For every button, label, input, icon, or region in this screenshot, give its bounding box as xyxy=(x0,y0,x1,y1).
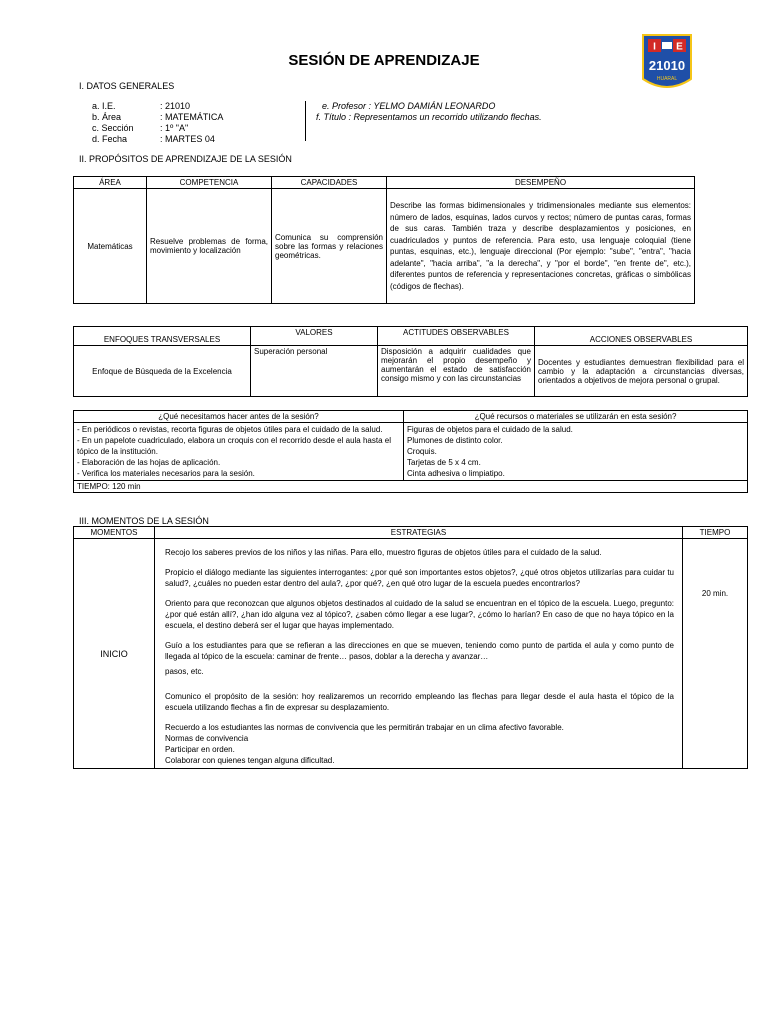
header-momentos: MOMENTOS xyxy=(74,527,155,539)
general-data-left xyxy=(92,101,290,145)
header-competencia: COMPETENCIA xyxy=(147,177,272,189)
strategy-paragraph: Colaborar con quienes tengan alguna dificultad. xyxy=(165,756,335,765)
list-item: Plumones de distinto color. xyxy=(407,436,503,445)
strategy-paragraph: pasos, etc. xyxy=(165,667,204,676)
general-data-right xyxy=(305,101,542,141)
strategy-paragraph: Oriento para que reconozcan que algunos objetos destinados al cuidado de la salud se encuentran en el tópico de la escuela. Luego, pregunto: ¿por qué están allí?, ¿han ido alguna vez al tópico?, ¿saben cómo llegar a ese lugar?, ¿cómo lo harían? En caso de que no haya tópico en la escuela, el destino deberá ser el lugar que hayas implementado. xyxy=(165,599,674,630)
strategy-paragraph: Comunico el propósito de la sesión: hoy realizaremos un recorrido empleando las flechas para llegar desde el aula hasta el tópico de la escuela utilizando flechas a fin de expresar su desplazamiento. xyxy=(165,692,674,712)
propositos-table xyxy=(73,176,695,304)
table-row xyxy=(74,423,748,481)
header-estrategias: ESTRATEGIAS xyxy=(155,527,683,539)
antes-cell xyxy=(74,423,404,481)
table-header-row xyxy=(74,177,695,189)
area-value: : MATEMÁTICA xyxy=(160,112,224,122)
valor-cell: Superación personal xyxy=(251,346,378,397)
recursos-cell xyxy=(404,423,748,481)
ie-label: a. I.E. xyxy=(92,101,116,111)
list-item: Figuras de objetos para el cuidado de la salud. xyxy=(407,425,573,434)
strategy-paragraph: Normas de convivencia xyxy=(165,734,249,743)
strategy-paragraph: Recojo los saberes previos de los niños y las niñas. Para ello, muestro figuras de objetos útiles para el cuidado de la salud. xyxy=(165,548,602,557)
competencia-cell: Resuelve problemas de forma, movimiento y localización xyxy=(147,189,272,304)
table-row xyxy=(74,189,695,304)
seccion-value: : 1º "A" xyxy=(160,123,189,133)
desempeno-cell: Describe las formas bidimensionales y tridimensionales mediante sus elementos: número de lados, esquinas, lados curvos y rectos; número de puntas caras, formas de sus caras. También traza y describe desplazamientos y posiciones, en cuadriculados y puntos de referencia. Para esto, usa lenguaje coloquial (tiene puntas, esquinas, etc.), lenguaje direccional (Por ejemplo: "sube", "entra", "hacia adelante", "hacia arriba", "a la derecha", y "por el borde", "en frente de", etc.), diferentes puntos de referencia y representaciones concretas, gráficas o simbólicas (códigos de flechas). xyxy=(387,189,695,304)
estrategias-cell xyxy=(155,539,683,769)
strategy-paragraph: Propicio el diálogo mediante las siguientes interrogantes: ¿por qué son importantes estos objetos?, ¿qué otros objetos utilizarías para cuidar tu salud?, ¿cuáles no pueden estar dentro del aula?, ¿por qué?, ¿en qué otro lugar de la escuela puedes encontrarlos? xyxy=(165,568,674,588)
accion-cell: Docentes y estudiantes demuestran flexibilidad para el cambio y la adaptación a circunstancias diversas, orientados a objetivos de mejora personal o grupal. xyxy=(535,346,748,397)
capacidades-cell: Comunica su comprensión sobre las formas y relaciones geométricas. xyxy=(272,189,387,304)
list-item: Croquis. xyxy=(407,447,437,456)
school-logo-graphic xyxy=(641,33,693,93)
fecha-label: d. Fecha xyxy=(92,134,128,144)
actitud-cell: Disposición a adquirir cualidades que mejorarán el propio desempeño y aumentarán el estado de satisfacción consigo mismo y con las circunstancias xyxy=(378,346,535,397)
svg-text:I: I xyxy=(653,41,656,53)
ie-value: : 21010 xyxy=(160,101,191,111)
enfoque-cell: Enfoque de Búsqueda de la Excelencia xyxy=(74,346,251,397)
table-row xyxy=(74,481,748,493)
momentos-table xyxy=(73,526,748,769)
strategy-paragraph: Participar en orden. xyxy=(165,745,235,754)
header-capacidades: CAPACIDADES xyxy=(272,177,387,189)
header-acciones: ACCIONES OBSERVABLES xyxy=(535,327,748,346)
tiempo-total-cell: TIEMPO: 120 min xyxy=(74,481,748,493)
strategy-paragraph: Recuerdo a los estudiantes las normas de convivencia que les permitirán trabajar en un clima afectivo favorable. xyxy=(165,723,564,732)
table-header-row xyxy=(74,327,748,346)
svg-text:E: E xyxy=(676,41,683,53)
header-valores: VALORES xyxy=(251,327,378,346)
preparacion-table xyxy=(73,410,748,493)
logo-subtitle: HUARAL xyxy=(656,76,678,82)
profesor-line: e. Profesor : YELMO DAMIÁN LEONARDO xyxy=(322,101,496,111)
enfoques-table xyxy=(73,326,748,397)
list-item: Cinta adhesiva o limpiatipo. xyxy=(407,469,505,478)
header-recursos: ¿Qué recursos o materiales se utilizarán en esta sesión? xyxy=(404,411,748,423)
area-label: b. Área xyxy=(92,112,122,122)
header-enfoques: ENFOQUES TRANSVERSALES xyxy=(74,327,251,346)
fecha-value: : MARTES 04 xyxy=(160,134,215,144)
strategy-paragraph: Guío a los estudiantes para que se refieran a las direcciones en que se mueven, teniendo como punto de partida el aula y como punto de llegada al tópico de la escuela: caminar de frente… pasos, doblar a la derecha y avanzar… xyxy=(165,641,674,661)
section-heading-propositos: II. PROPÓSITOS DE APRENDIZAJE DE LA SESIÓN xyxy=(79,154,292,164)
header-tiempo: TIEMPO xyxy=(683,527,748,539)
section-heading-datos: I. DATOS GENERALES xyxy=(79,81,175,91)
list-item: - Verifica los materiales necesarios para la sesión. xyxy=(77,469,255,478)
table-row xyxy=(74,346,748,397)
logo-number: 21010 xyxy=(648,58,686,73)
table-header-row xyxy=(74,527,748,539)
school-logo xyxy=(641,33,693,93)
header-actitudes: ACTITUDES OBSERVABLES xyxy=(378,327,535,346)
header-antes: ¿Qué necesitamos hacer antes de la sesión? xyxy=(74,411,404,423)
list-item: - En un papelote cuadriculado, elabora un croquis con el recorrido desde el aula hasta el tópico de la institución. xyxy=(77,436,391,456)
list-item: - En periódicos o revistas, recorta figuras de objetos útiles para el cuidado de la salud. xyxy=(77,425,383,434)
list-item: - Elaboración de las hojas de aplicación. xyxy=(77,458,221,467)
momento-cell: INICIO xyxy=(74,539,155,769)
list-item: Tarjetas de 5 x 4 cm. xyxy=(407,458,481,467)
section-heading-momentos: III. MOMENTOS DE LA SESIÓN xyxy=(79,516,209,526)
titulo-line: f. Título : Representamos un recorrido utilizando flechas. xyxy=(316,112,542,122)
tiempo-cell: 20 min. xyxy=(683,539,748,769)
seccion-label: c. Sección xyxy=(92,123,134,133)
header-area: ÁREA xyxy=(74,177,147,189)
page-title: SESIÓN DE APRENDIZAJE xyxy=(288,52,480,69)
area-cell: Matemáticas xyxy=(74,189,147,304)
header-desempeno: DESEMPEÑO xyxy=(387,177,695,189)
table-header-row xyxy=(74,411,748,423)
table-row xyxy=(74,539,748,769)
